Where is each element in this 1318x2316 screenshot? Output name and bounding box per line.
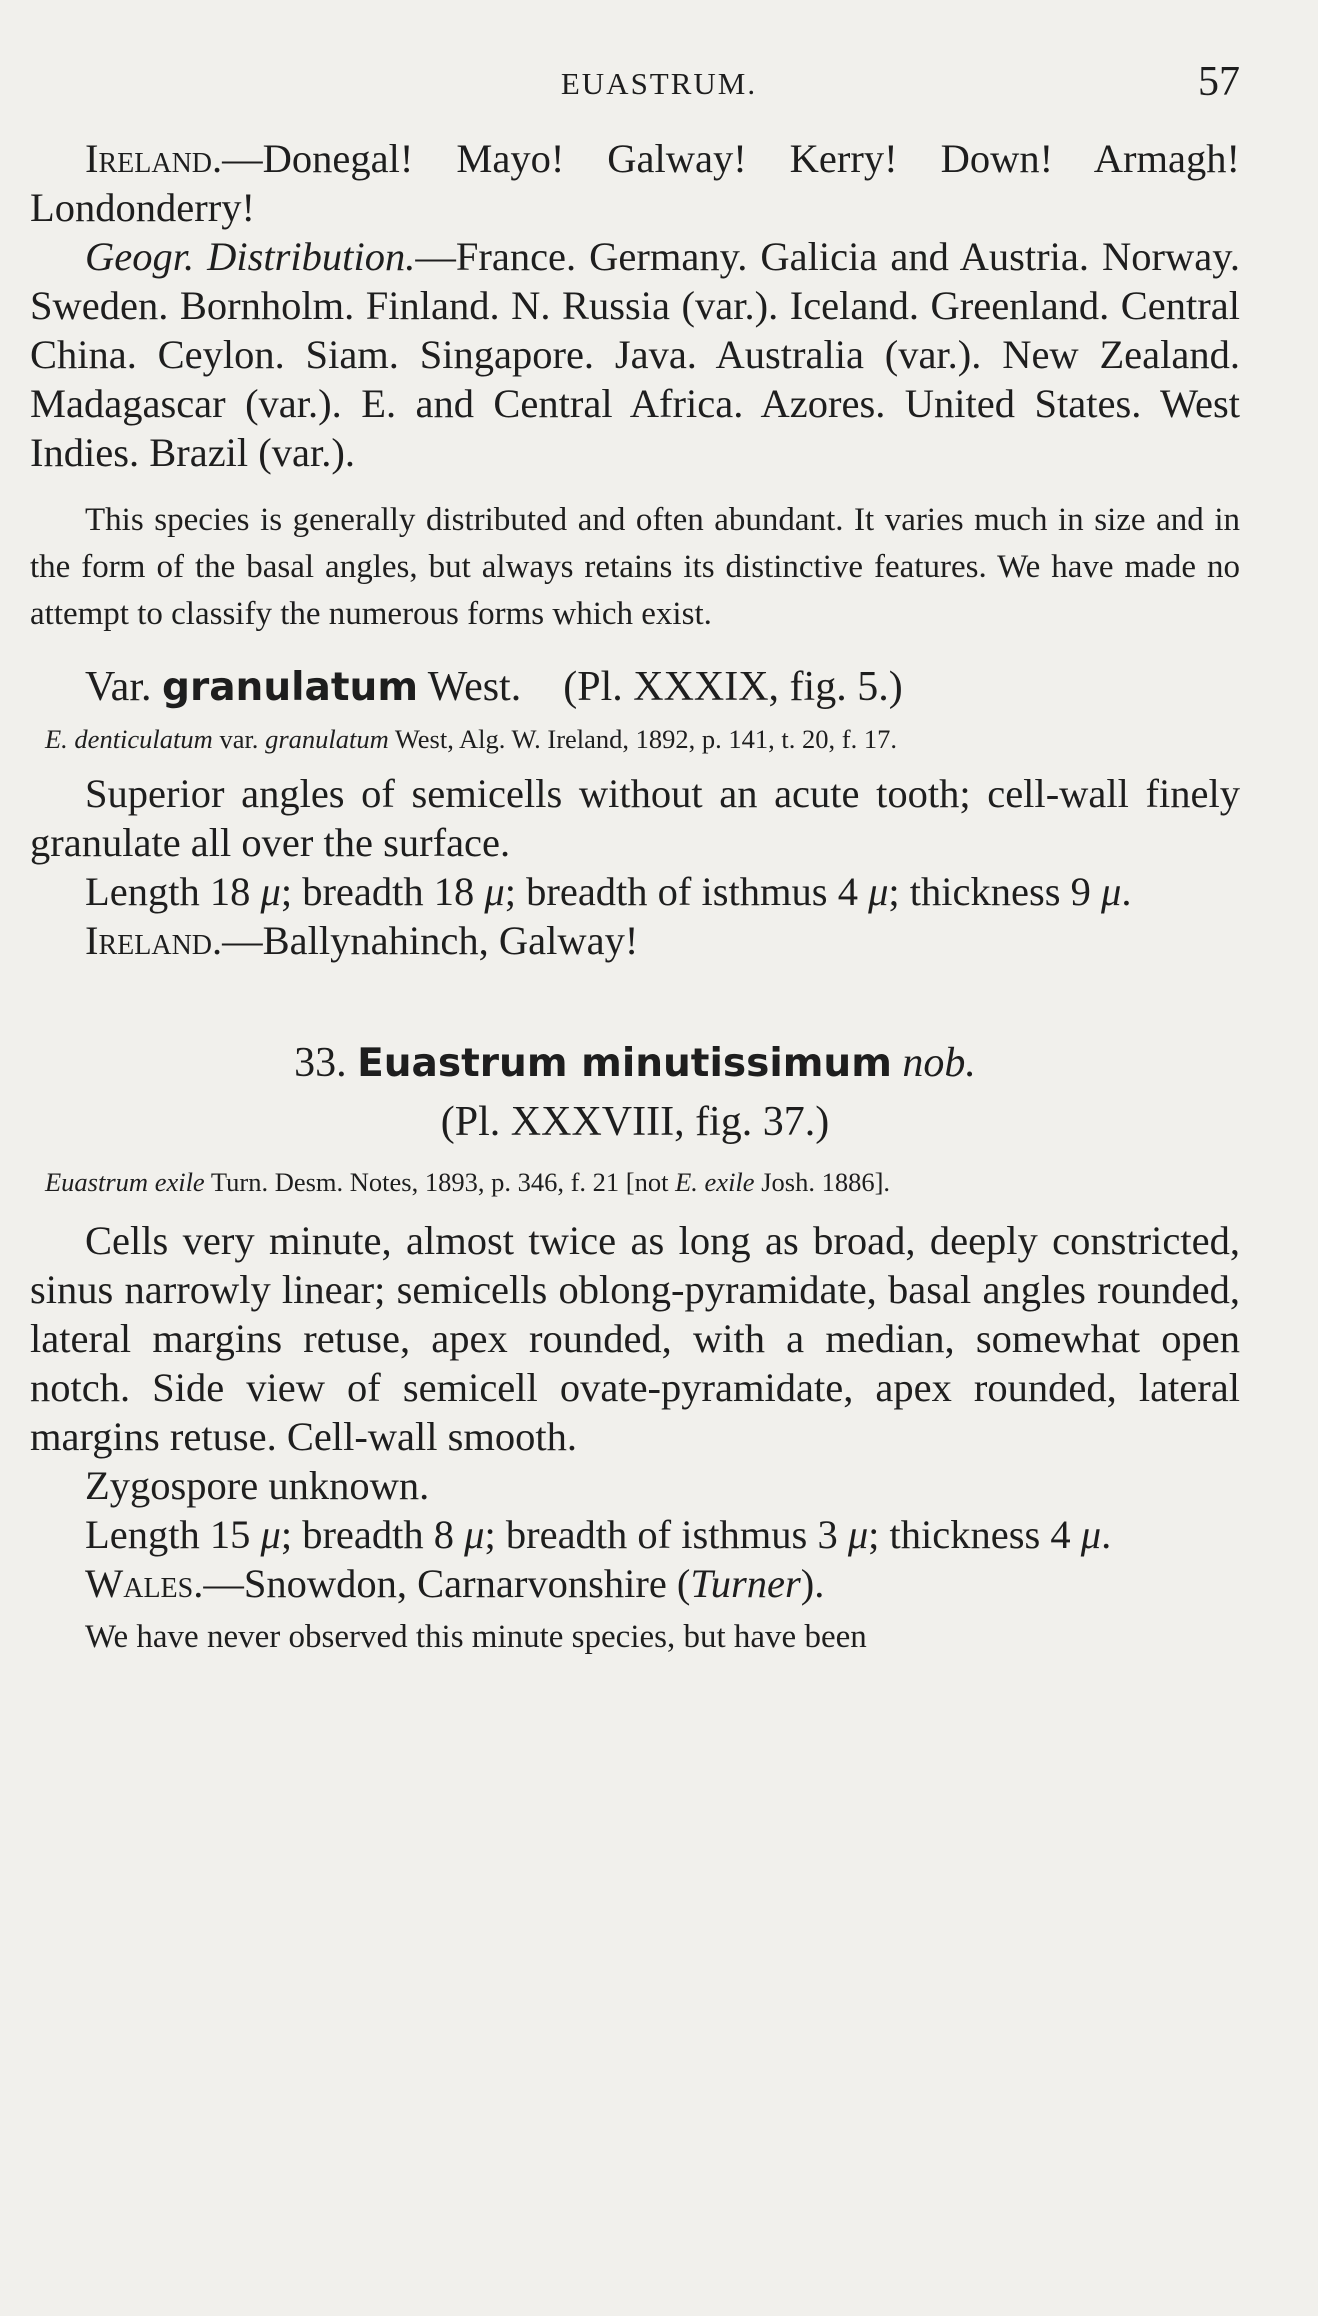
synonym-var: var. xyxy=(219,724,259,754)
variety-name: granulatum xyxy=(162,665,419,710)
synonym-ref: West, Alg. W. Ireland, 1892, p. 141, t. 20, f. 17. xyxy=(394,724,897,754)
collector-name: Turner xyxy=(690,1561,801,1606)
synonym-ref-2: Josh. 1886]. xyxy=(761,1167,891,1197)
species-synonymy xyxy=(30,1166,1240,1198)
synonym-name: Euastrum exile xyxy=(45,1167,205,1197)
species-heading xyxy=(30,1035,1240,1092)
closing-remark: We have never observed this minute species, but have been xyxy=(85,1619,867,1655)
variety-locality xyxy=(30,916,1240,965)
species-number: 33. xyxy=(294,1040,347,1086)
species-plate: (Pl. XXXVIII, fig. 37.) xyxy=(440,1099,830,1145)
variety-measurements: Length 18 μ; breadth 18 μ; breadth of isthmus 4 μ; thickness 9 μ. xyxy=(85,869,1132,914)
running-header: EUASTRUM. xyxy=(560,66,758,101)
page-body xyxy=(30,134,1240,1661)
distribution-text: —France. Germany. Galicia and Austria. Norway. Sweden. Bornholm. Finland. N. Russia (var.). Iceland. Greenland. Central China. Ceylon. Siam. Singapore. Java. Australia (var.). New Zealand. Madagascar (var.). E. and Central Africa. Azores. United States. West Indies. Brazil (var.). xyxy=(30,234,1240,475)
distribution-label: Geogr. Distribution. xyxy=(85,234,416,279)
species-locality: Wales.—Snowdon, Carnarvonshire (Turner). xyxy=(85,1561,825,1606)
ireland-localities xyxy=(30,134,1240,232)
region-label: Wales. xyxy=(85,1561,204,1606)
variety-synonymy xyxy=(30,723,1240,755)
region-text: —Snowdon, Carnarvonshire ( xyxy=(203,1561,691,1606)
species-measurements: Length 15 μ; breadth 8 μ; breadth of isthmus 3 μ; thickness 4 μ. xyxy=(85,1512,1112,1557)
zygospore-note: Zygospore unknown. xyxy=(85,1463,430,1508)
synonym-name-2: E. exile xyxy=(675,1167,755,1197)
geographic-distribution xyxy=(30,232,1240,477)
synonym-ref: Turn. Desm. Notes, 1893, p. 346, f. 21 [not xyxy=(210,1167,669,1197)
variety-heading xyxy=(30,658,1240,717)
region-text: —Donegal! Mayo! Galway! Kerry! Down! Armagh! Londonderry! xyxy=(30,136,1240,230)
species-description: Cells very minute, almost twice as long as broad, deeply constricted, sinus narrowly linear; semicells oblong-pyramidate, basal angles rounded, lateral margins retuse, apex rounded, with a median, somewhat open notch. Side view of semicell ovate-pyramidate, apex rounded, lateral margins retuse. Cell-wall smooth. xyxy=(30,1218,1240,1459)
synonym-varname: granulatum xyxy=(265,724,389,754)
species-remarks: This species is generally distributed and often abundant. It varies much in size and in the form of the basal angles, but always retains its distinctive features. We have made no attempt to classify the numerous forms which exist. xyxy=(30,502,1240,632)
variety-description: Superior angles of semicells without an acute tooth; cell-wall finely granulate all over the surface. xyxy=(30,771,1240,865)
synonym-name: E. denticulatum xyxy=(45,724,213,754)
variety-author: West. xyxy=(427,664,522,710)
variety-plate: (Pl. XXXIX, fig. 5.) xyxy=(563,664,903,710)
species-name: Euastrum minutissimum xyxy=(357,1041,892,1086)
species-author: nob. xyxy=(902,1040,976,1086)
page-number: 57 xyxy=(1198,59,1240,105)
region-text: —Ballynahinch, Galway! xyxy=(222,918,639,963)
region-label: Ireland. xyxy=(85,136,223,181)
region-label: Ireland. xyxy=(85,918,223,963)
variety-prefix: Var. xyxy=(85,664,152,710)
